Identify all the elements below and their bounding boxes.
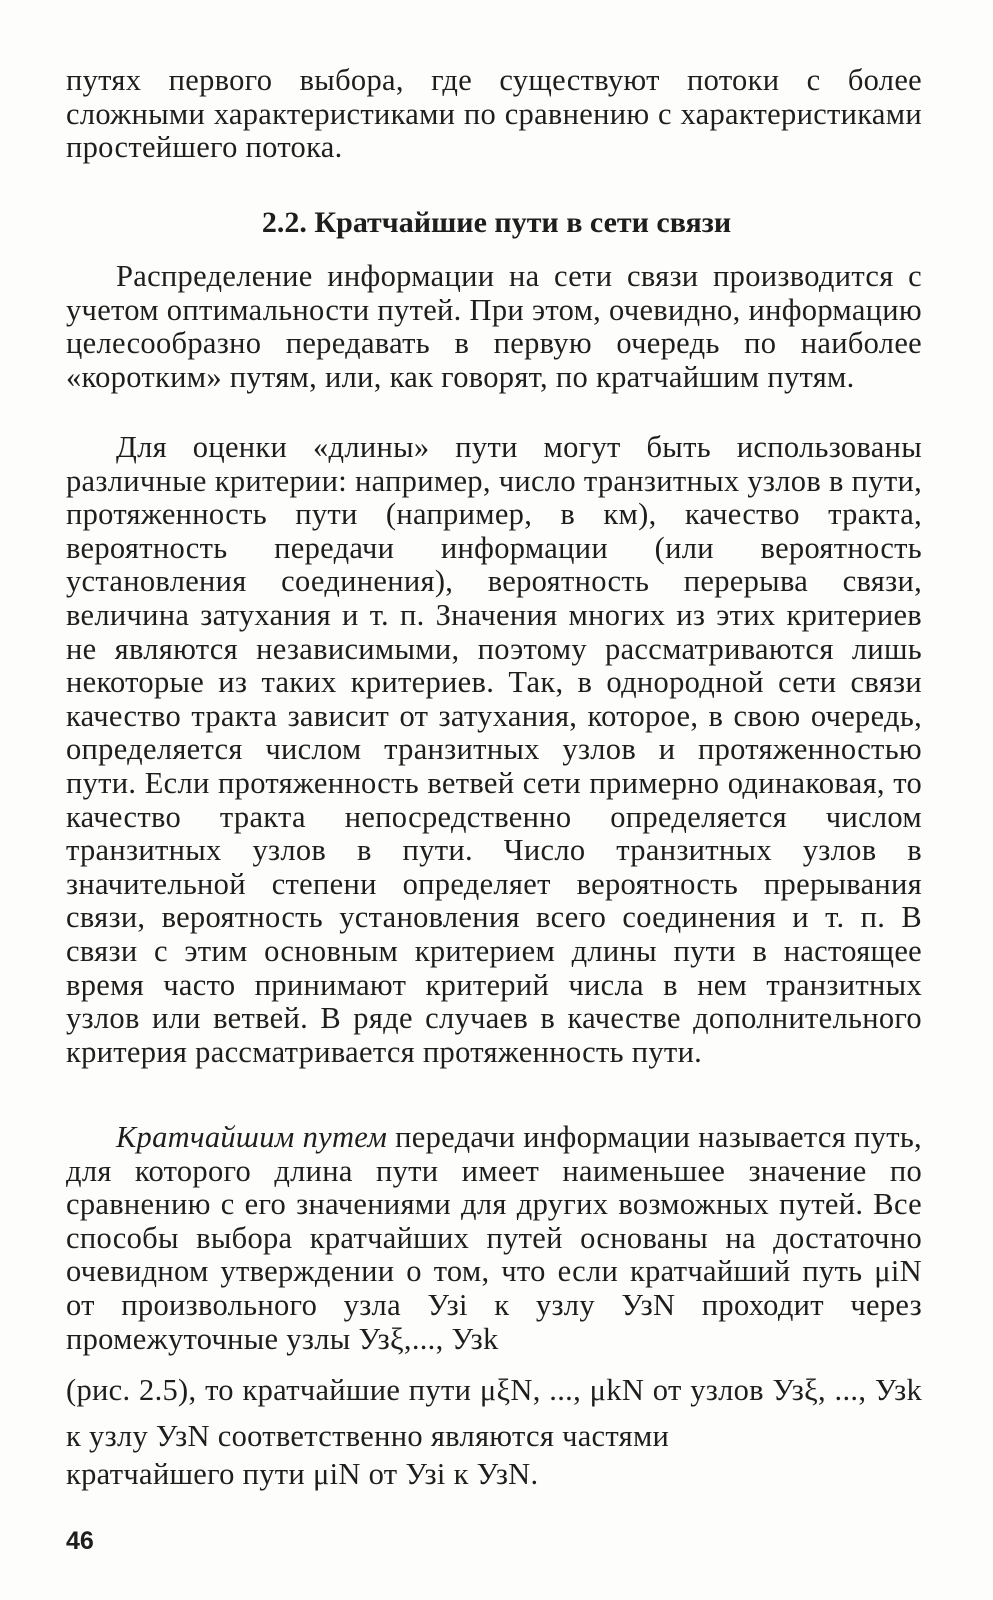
paragraph-text: (рис. 2.5), то кратчайшие пути μξN, ..., μkN от узлов Узξ, ..., Узk к узлу УзN соответственно являются частями bbox=[66, 1373, 922, 1453]
paragraph-criteria bbox=[66, 431, 922, 1069]
paragraph-text: Для оценки «длины» пути могут быть использованы различные критерии: например, число транзитных узлов в пути, протяженность пути (например, в км), качество тракта, вероятность передачи информации (или вероятность установления соединения), вероятность перерыва связи, величина затухания и т. п. Значения многих из этих критериев не являются независимыми, поэтому рассматриваются лишь некоторые из таких критериев. Так, в однородной сети связи качество тракта зависит от затухания, которое, в свою очередь, определяется числом транзитных узлов и протяженностью пути. Если протяженность ветвей сети примерно одинаковая, то качество тракта непосредственно определяется числом транзитных узлов в пути. Число транзитных узлов в значительной степени определяет вероятность прерывания связи, вероятность установления всего соединения и т. п. В связи с этим основным критерием длины пути в настоящее время часто принимают критерий числа в нем транзитных узлов или ветвей. В ряде случаев в качестве дополнительного критерия рассматривается протяженность пути. bbox=[66, 430, 922, 1069]
paragraph-intro bbox=[66, 260, 922, 394]
paragraph-figure-ref bbox=[66, 1367, 922, 1459]
paragraph-text: Распределение информации на сети связи производится с учетом оптимальности путей. При этом, очевидно, информацию целесообразно передавать в первую очередь по наиболее «коротким» путям, или, как говорят, по кратчайшим путям. bbox=[66, 259, 922, 394]
paragraph-end bbox=[66, 1458, 922, 1492]
defined-term: Кратчайшим путем bbox=[116, 1120, 388, 1154]
paragraph-text bbox=[66, 1121, 922, 1356]
paragraph-continuation bbox=[66, 64, 922, 165]
section-heading: 2.2. Кратчайшие пути в сети связи bbox=[261, 206, 732, 239]
paragraph-text: путях первого выбора, где существуют потоки с более сложными характеристиками по сравнению с характеристиками простейшего потока. bbox=[66, 63, 922, 165]
paragraph-text: кратчайшего пути μiN от Узi к УзN. bbox=[66, 1457, 539, 1491]
page-number: 46 bbox=[66, 1527, 94, 1555]
definition-text: передачи информации называется путь, для которого длина пути имеет наименьшее значение по сравнению с его значениями для других возможных путей. Все способы выбора кратчайших путей основаны на достаточно очевидном утверждении о том, что если кратчайший путь μiN от произвольного узла Узi к узлу УзN проходит через промежуточные узлы Узξ,..., Узk bbox=[66, 1120, 922, 1356]
paragraph-definition bbox=[66, 1121, 922, 1356]
